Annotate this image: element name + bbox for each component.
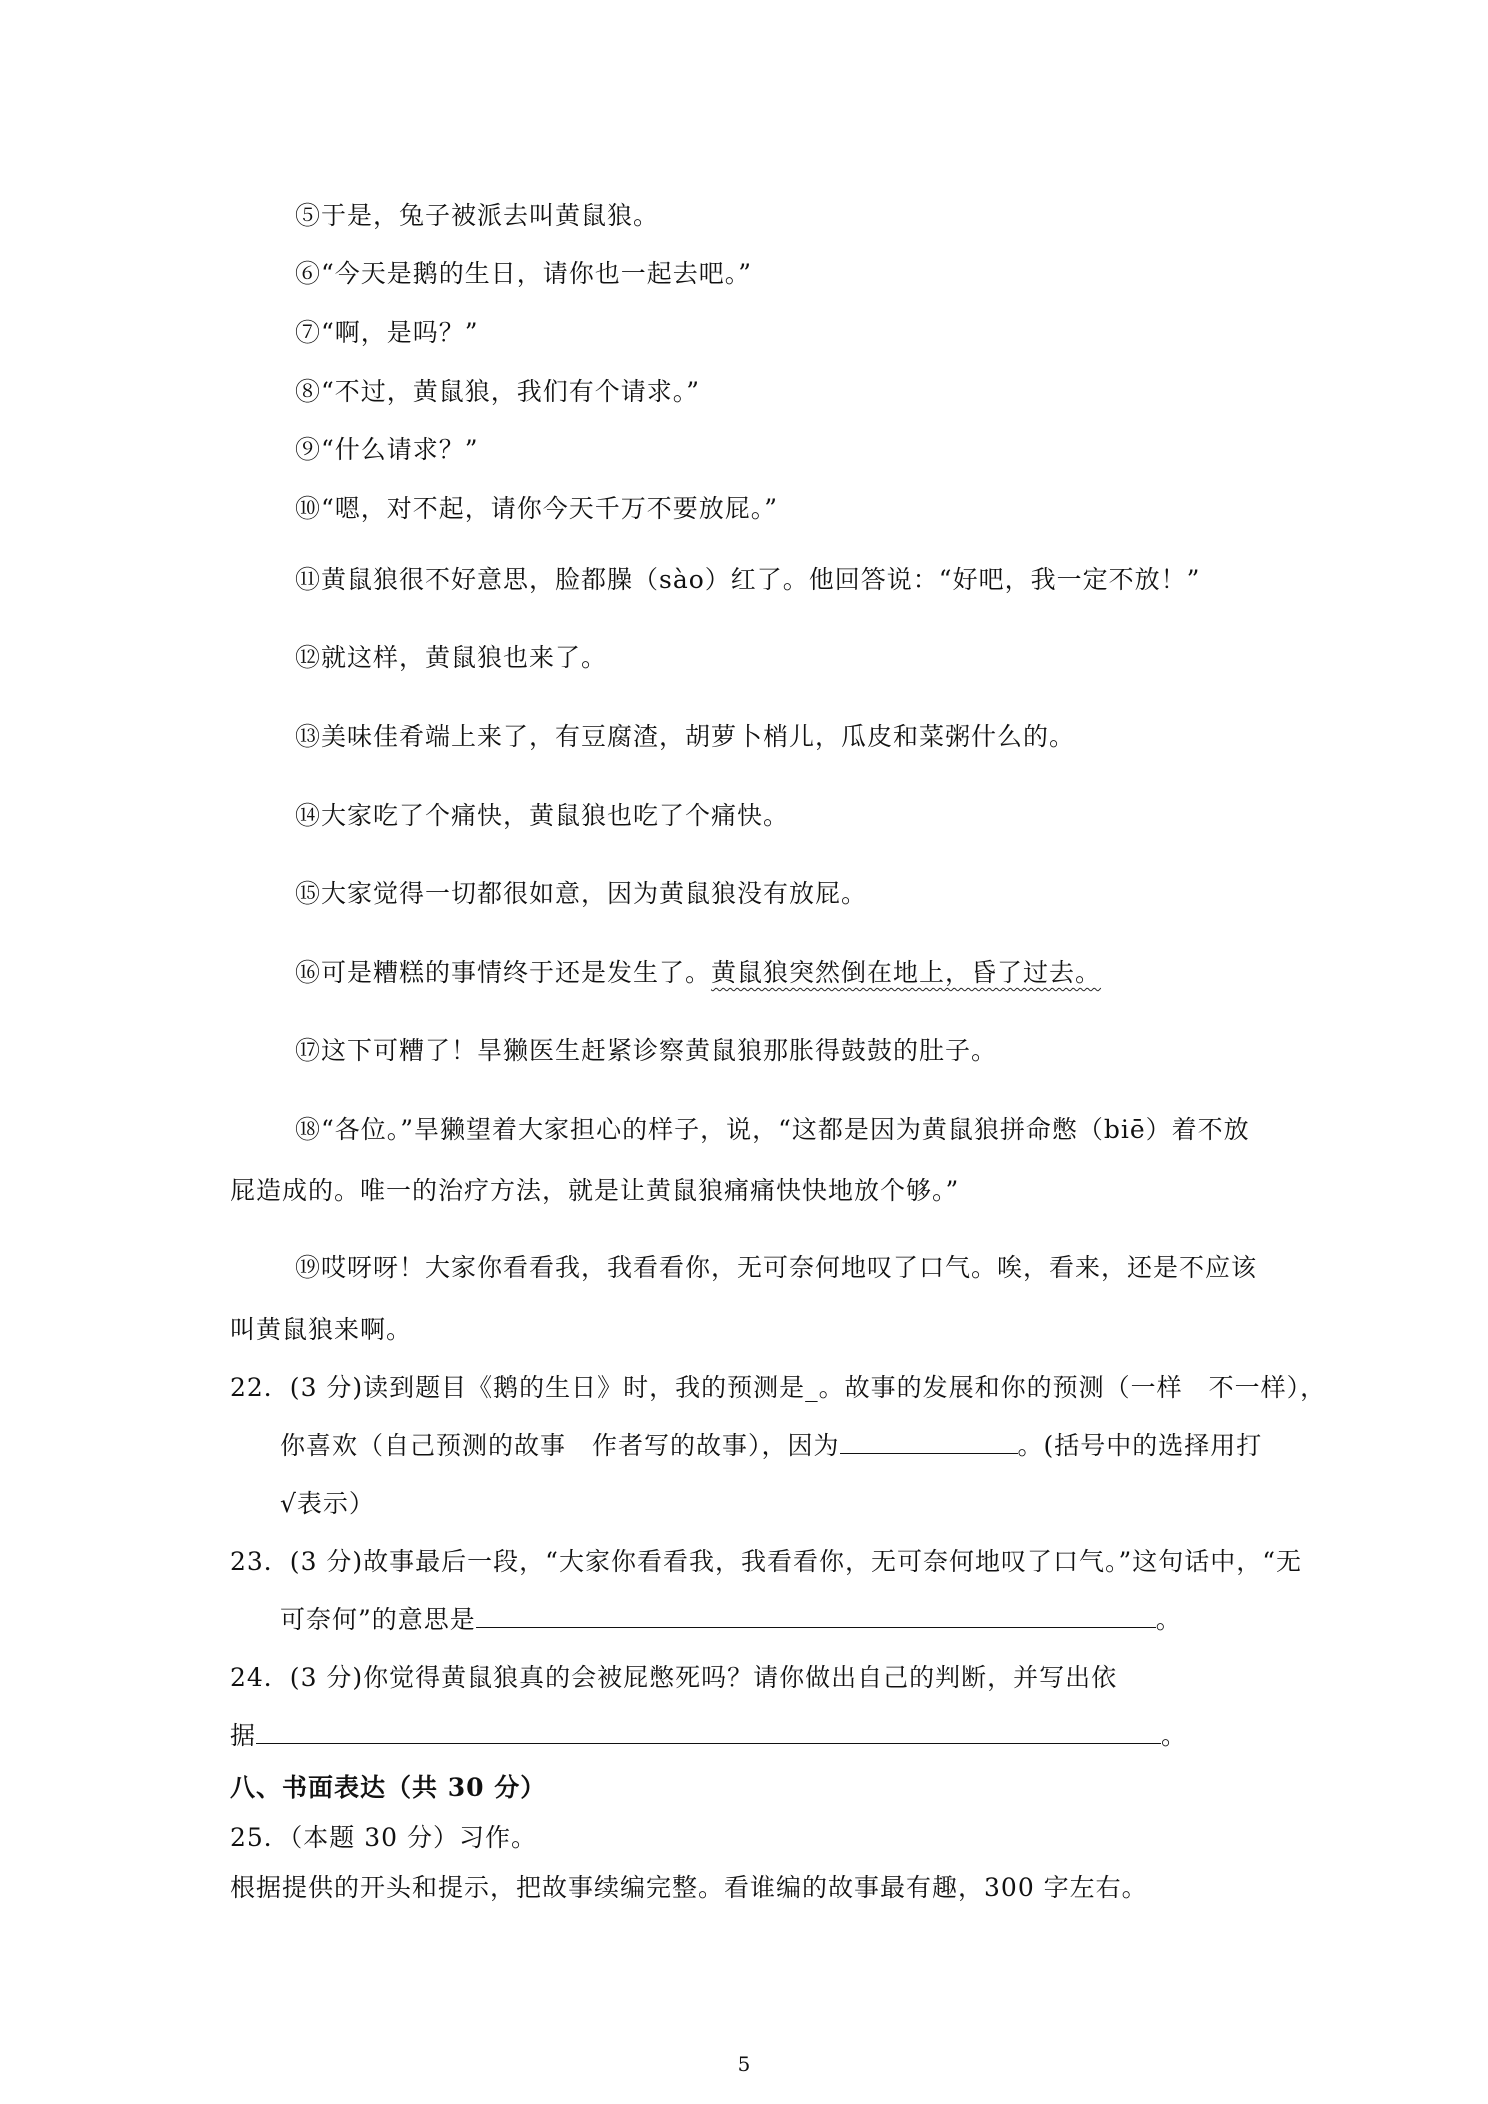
- story-paragraph-8: ⑧“不过，黄鼠狼，我们有个请求。”: [295, 377, 701, 406]
- question-24-line-2: [230, 1716, 1187, 1752]
- story-paragraph-10: ⑩“嗯，对不起，请你今天千万不要放屁。”: [295, 494, 779, 523]
- story-paragraph-6: ⑥“今天是鹅的生日，请你也一起去吧。”: [295, 259, 753, 288]
- question-22-line-3: √表示）: [280, 1489, 375, 1518]
- story-paragraph-16-text: ⑯可是糟糕的事情终于还是发生了。: [295, 958, 712, 987]
- question-23-text: 可奈何”的意思是: [280, 1605, 476, 1634]
- question-24-period: 。: [1161, 1721, 1188, 1750]
- answer-blank-23[interactable]: [476, 1605, 1156, 1628]
- question-25: 25．（本题 30 分）习作。: [230, 1823, 538, 1852]
- question-23-line-2: [280, 1600, 1182, 1636]
- question-22-line-1: 22．(3 分)读到题目《鹅的生日》时，我的预测是_。故事的发展和你的预测（一样 不一样），: [230, 1373, 1327, 1402]
- story-paragraph-19-line-2: 叫黄鼠狼来啊。: [230, 1315, 413, 1344]
- answer-blank-22[interactable]: [840, 1431, 1018, 1454]
- story-paragraph-18-line-1: ⑱“各位。”旱獭望着大家担心的样子，说，“这都是因为黄鼠狼拼命憋（biē）着不放: [295, 1115, 1250, 1144]
- question-23-period: 。: [1155, 1605, 1182, 1634]
- story-paragraph-14: ⑭大家吃了个痛快，黄鼠狼也吃了个痛快。: [295, 801, 790, 830]
- section-heading: 八、书面表达（共 30 分）: [230, 1773, 547, 1802]
- question-24-text: 据: [230, 1721, 257, 1750]
- story-paragraph-5: ⑤于是，兔子被派去叫黄鼠狼。: [295, 201, 660, 230]
- story-paragraph-17: ⑰这下可糟了！旱獭医生赶紧诊察黄鼠狼那胀得鼓鼓的肚子。: [295, 1036, 998, 1065]
- question-22-note: 。(括号中的选择用打: [1017, 1431, 1263, 1460]
- story-paragraph-13: ⑬美味佳肴端上来了，有豆腐渣，胡萝卜梢儿，瓜皮和菜粥什么的。: [295, 722, 1076, 751]
- question-22-text: 你喜欢（自己预测的故事 作者写的故事），因为: [280, 1431, 840, 1460]
- story-paragraph-7: ⑦“啊，是吗？”: [295, 318, 479, 347]
- story-paragraph-16: [295, 953, 1101, 989]
- question-22-line-2: [280, 1426, 1262, 1462]
- writing-instruction: 根据提供的开头和提示，把故事续编完整。看谁编的故事最有趣，300 字左右。: [230, 1873, 1148, 1902]
- story-paragraph-18-line-2: 屁造成的。唯一的治疗方法，就是让黄鼠狼痛痛快快地放个够。”: [230, 1176, 960, 1205]
- question-24-line-1: 24．(3 分)你觉得黄鼠狼真的会被屁憋死吗？请你做出自己的判断，并写出依: [230, 1663, 1118, 1692]
- story-paragraph-12: ⑫就这样，黄鼠狼也来了。: [295, 643, 608, 672]
- story-paragraph-15: ⑮大家觉得一切都很如意，因为黄鼠狼没有放屁。: [295, 879, 868, 908]
- answer-blank-24[interactable]: [256, 1721, 1161, 1744]
- page-number: 5: [737, 2052, 751, 2076]
- story-paragraph-19-line-1: ⑲哎呀呀！大家你看看我，我看看你，无可奈何地叹了口气。唉，看来，还是不应该: [295, 1253, 1258, 1282]
- story-paragraph-9: ⑨“什么请求？”: [295, 435, 479, 464]
- question-23-line-1: 23．(3 分)故事最后一段，“大家你看看我，我看看你，无可奈何地叹了口气。”这句话中，“无: [230, 1547, 1303, 1576]
- wavy-underlined-sentence: 黄鼠狼突然倒在地上，昏了过去。: [711, 958, 1102, 987]
- story-paragraph-11: ⑪黄鼠狼很不好意思，脸都臊（sào）红了。他回答说：“好吧，我一定不放！”: [295, 565, 1201, 594]
